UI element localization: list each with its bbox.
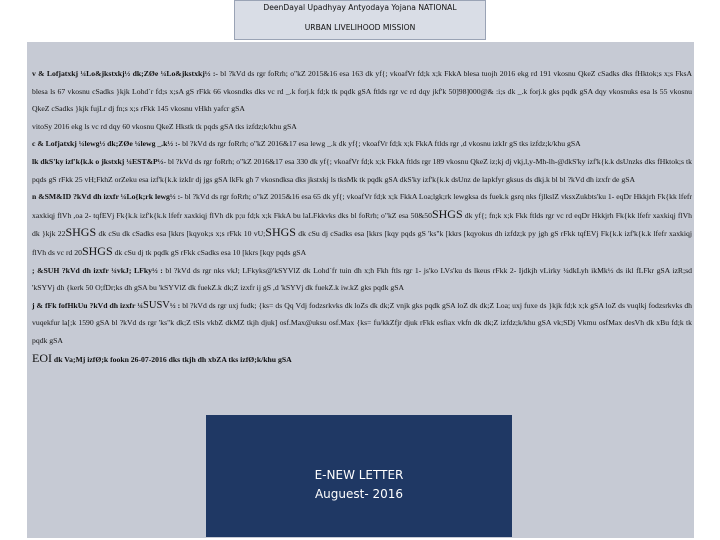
paragraph-text: dk cSu dj tk pqdk gS rFkk cSadks esa 10 [kkrs [kqy pqds gSA bbox=[112, 247, 307, 257]
paragraph-text: bl ?kVd ds rgr foRrh; o"kZ 2015&16 esa 65 dk yf{; vkoafVr fd;k x;k FkkA Loa;lgk;rk lewgksa ds fuek.k gsrq nks fjlkslZ vksxZukbts'ku 1- eqDr Hkkjrh Fk{kk lfefr xaxkiqj flVh ,oa 2- tqfEVj Fk{k.k izf'k{k.k lfefr xaxkiqj flVh dk p;u fd;k x;k FkkA bu laLFkkvks dks bl foRrh; o"kZ esa 50&50 bbox=[32, 192, 692, 220]
paragraph-est-p bbox=[32, 153, 692, 188]
paragraph-individual-enterprise bbox=[32, 65, 692, 118]
paragraph-heading: ; &SUH ?kVd dh izxfr ¼vkJ; LFky½ : bbox=[32, 265, 163, 275]
shgs-term: SHGS bbox=[81, 243, 113, 258]
paragraph-text: bl ?kVd ds rgr nks vkJ; LFkyks@'kSYVlZ dk Lohd`fr tuin dh x;h Fkh ftls rgr 1- js'ko LVs'ku ds lkeus rFkk 2- Ijdkjh vLirky ¼dkLyh ikMk½ ds ikl fLFkr gSA izR;sd 'kSYVj dh {kerk 50 O;fDr;ks dh gSA bu 'kSYVlZ dk fuekZ.k dk;Z izxfr ij gS ,d 'kSYVj dk fuekZ.k iw.kZ gks pqdk gSA bbox=[32, 265, 692, 293]
shgs-term: SHGS bbox=[65, 225, 97, 240]
paragraph-heading: v & Lofjatxkj ¼Lo&jkstxkj½ dk;ZØe ¼Lo&jkstxkj½ :- bbox=[32, 69, 218, 78]
header-line-2: URBAN LIVELIHOOD MISSION bbox=[304, 23, 416, 32]
paragraph-text: bl ?kVd ds rgr foRrh; o"kZ 2015&16 esa 163 dk yf{; vkoafVr fd;k x;k FkkA blesa tuojh 2016 ekg rd 191 vkosnu QkeZ cSadks dks fHktok;s x;s FksA blesa ls 67 vkosnu cSadks }kjk Lohd`r fd;s x;sA gS rFkk 66 vkosndks dks vc rd _.k forj.k fd;k tk pqdk gSA ftlds rgr vc rd dqy jkf'k 50]98]000@& :i;s dk _.k forj.k gks pqdk gSA dqy vkosnuks esa ls 55 vkosnu QkeZ cSadks }kjk fujLr dj fn;s x;s rFkk 145 vkosnu vHkh yafcr gSA bbox=[32, 69, 693, 114]
paragraph-heading: n &SM&ID ?kVd dh izxfr ¼Lo{k;rk lewg½ :- bbox=[32, 192, 183, 202]
paragraph-sm-id bbox=[32, 188, 692, 261]
susv-term: SUSV bbox=[143, 299, 170, 311]
paragraph-heading-end: ½ : bbox=[169, 300, 181, 310]
paragraph-text: dk yf{; fn;k x;k Fkk ftlds rgr vc rd eqDr Hkkjrh Fk{kk lfefr xaxkiqj flVh dk }kjk 22 bbox=[32, 210, 693, 239]
body-text bbox=[32, 65, 692, 368]
banner-title: E-NEW LETTER bbox=[314, 468, 404, 482]
shgs-term: SHGS bbox=[431, 206, 463, 221]
paragraph-text: - bl ?kVd ds rgr foRrh; o"kZ 2016&17 esa 330 dk yf{; vkoafVr fd;k x;k FkkA ftlds rgr 189 vkosnu QkeZ iz;kj dj vkj,l,y-Mh-lh-@dkS'ky izf'k{k.k dsUnzks dks fHktok;s tk pqds gS rFkk 25 vH;FkhZ orZeku esa izf'k{k.k izkIr dj jgs gSA lkFk gh 7 vkosndksa dks jkstxkj ls tksMk tk pqdk gSA dkS'ky izf'k{k.k dsUnz de lapkfyr gksus ds dkj.k bl bl ?kVd dh izxfr de gSA bbox=[32, 156, 693, 184]
newsletter-banner bbox=[206, 415, 512, 537]
paragraph-text: bl ?kVd ds rgr foRrh; o"kZ 2016&17 esa lewg _.k dk yf{; vkoafVr fd;k x;k FkkA ftlds rgr ,d vkosnu izkIr gS tks izfdz;k/khu gSA bbox=[180, 139, 581, 149]
header-line-1: DeenDayal Upadhyay Antyodaya Yojana NATIONAL bbox=[263, 3, 457, 12]
paragraph-text: dk cSu dj cSadks esa [kkrs [kqy pqds gS 'ks"k [kkrs [kqyokus dh izfdz;k py jgh gS rFkk tqfEVj Fk{k.k izf'k{k.k lfefr xaxkiqj flVh ds vc rd 20 bbox=[32, 229, 693, 257]
paragraph-suh bbox=[32, 262, 692, 297]
page-header bbox=[234, 0, 486, 40]
shgs-term: SHGS bbox=[265, 225, 296, 240]
eoi-term: EOI bbox=[32, 350, 52, 365]
paragraph-text: dk Va;Mj izfØ;k fookn 26-07-2016 dks tkjh dh xbZA tks izfØ;k/khu gSA bbox=[52, 354, 292, 364]
paragraph-text: bl ?kVd ds rgr uxj fudk; {ks= ds Qq Vdj fodzsrkvks dk loZs dk dk;Z vnjk gks pqdk gSA loZ dk dk;Z Loa; uxj fuxe ds }kjk fd;k x;k gSA loZ ds vuqlkj fodzsrkvks dh vuqekfur la[;k 1590 gSA bl ?kVd ds rgr 'ks"k dk;Z tSls vkbZ dkMZ tkjh djuk] osf.Max@uksu osf.Max {ks= fu/kkZfjr djuk rFkk esfiax vkfn dk dk;Z izfdz;k/khu gSA vk;SDj Vkmu osfMax desVh dk xBu fd;k tk pqdk gSA bbox=[32, 300, 693, 345]
paragraph-text: dk cSu dk cSadks esa [kkrs [kqyok;s x;s rFkk 10 vU; bbox=[96, 229, 266, 239]
paragraph-group-enterprise bbox=[32, 135, 692, 153]
paragraph-heading: j & fFk fofHkUu ?kVd dh izxfr ¼ bbox=[32, 300, 144, 310]
paragraph-eoi bbox=[32, 350, 692, 369]
paragraph-heading: lk dkS'ky izf'k{k.k o jkstxkj ¼EST&P½ bbox=[32, 156, 164, 166]
banner-subtitle: Auguest- 2016 bbox=[314, 487, 404, 501]
paragraph-followup: vitoSy 2016 ekg ls vc rd dqy 60 vkosnu QkeZ Hkstk tk pqds gSA tks izfdz;k/khu gSA bbox=[32, 121, 297, 131]
paragraph-heading: c & Lofjatxkj ¼lewg½ dk;ZØe ¼lewg _.k½ :- bbox=[32, 139, 181, 149]
paragraph-susv bbox=[32, 297, 692, 350]
